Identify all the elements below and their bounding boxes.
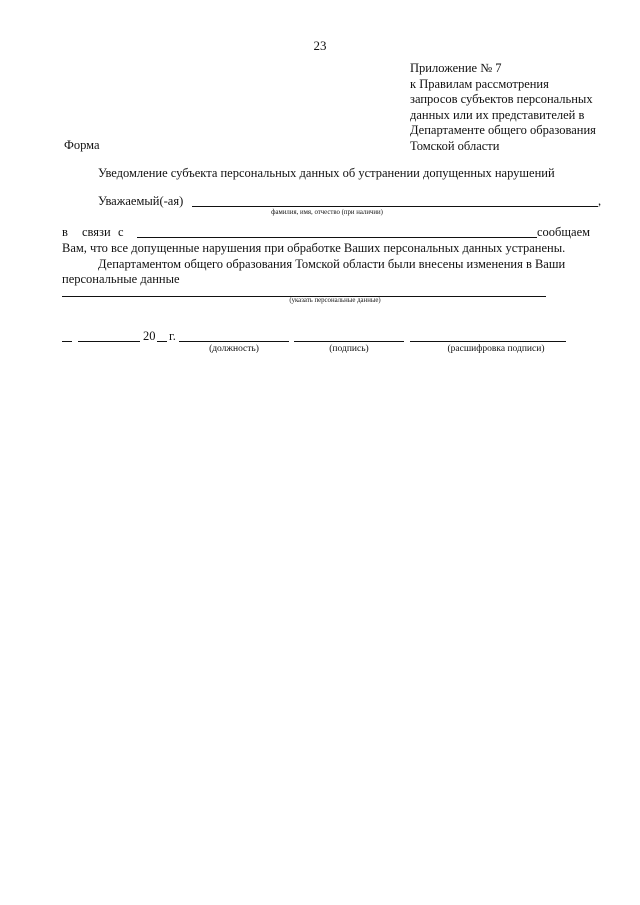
year-prefix: 20	[143, 329, 156, 343]
name-field-line[interactable]	[192, 206, 598, 207]
year-suffix: г.	[169, 329, 176, 343]
word-s: с	[118, 225, 124, 239]
page-number: 23	[313, 38, 327, 53]
greeting-label: Уважаемый(-ая)	[98, 194, 184, 208]
word-svyazi: связи	[82, 225, 111, 239]
appendix-line: к Правилам рассмотрения	[410, 76, 549, 91]
month-field-line[interactable]	[78, 341, 140, 342]
position-field-line[interactable]	[179, 341, 289, 342]
appendix-line: Приложение № 7	[410, 61, 502, 75]
body-line-2: Вам, что все допущенные нарушения при обработке Ваших персональных данных устранены.	[62, 241, 566, 255]
decode-field-line[interactable]	[410, 341, 566, 342]
day-field-line[interactable]	[62, 341, 72, 342]
appendix-line: данных или их представителей в	[410, 107, 585, 122]
appendix-line: Томской области	[410, 138, 500, 153]
body-line-4: персональные данные	[62, 272, 180, 286]
word-v: в	[62, 225, 68, 239]
appendix-line: Департаменте общего образования	[410, 123, 596, 137]
reason-field-line[interactable]	[137, 237, 537, 238]
body-line-3: Департаментом общего образования Томской области были внесены изменения в Ваши	[98, 257, 566, 271]
appendix-line: запросов субъектов персональных	[410, 92, 593, 106]
form-label: Форма	[64, 138, 100, 152]
appendix-block	[410, 61, 625, 154]
name-hint: фамилия, имя, отчество (при наличии)	[271, 209, 383, 216]
document-title: Уведомление субъекта персональных данных об устранении допущенных нарушений	[98, 166, 555, 180]
signature-field-line[interactable]	[294, 341, 404, 342]
position-hint: (должность)	[209, 344, 259, 354]
signature-hint: (подпись)	[329, 344, 369, 354]
greeting-comma: ,	[598, 194, 602, 208]
decode-hint: (расшифровка подписи)	[447, 344, 545, 354]
specify-hint: (указать персональные данные)	[289, 297, 381, 304]
year-field-line[interactable]	[157, 341, 167, 342]
word-soobshchaem: сообщаем	[537, 225, 591, 239]
